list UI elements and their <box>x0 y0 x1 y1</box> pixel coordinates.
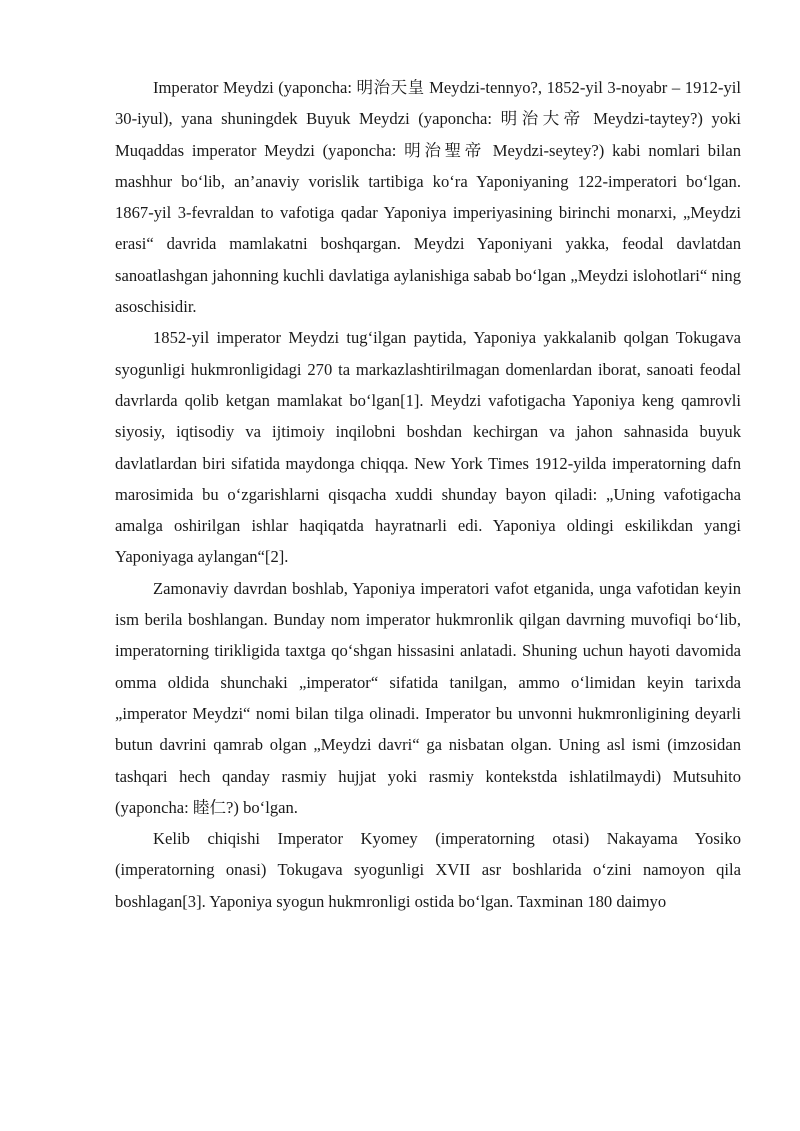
paragraph-origins: Kelib chiqishi Imperator Kyomey (imperatorning otasi) Nakayama Yosiko (imperatorning onasi) Tokugava syogunligi XVII asr boshlarida oʻzini namoyon qila boshlagan[3]. Yaponiya syogun hukmronligi ostida boʻlgan. Taxminan 180 daimyo <box>115 829 741 911</box>
paragraph-posthumous-name: Zamonaviy davrdan boshlab, Yaponiya imperatori vafot etganida, unga vafotidan keyin ism berila boshlangan. Bunday nom imperator hukmronlik qilgan davrning muvofiqi boʻlib, imperatorning tirikligida taxtga qoʻshgan hissasini anlatadi. Shuning uchun hayoti davomida omma oldida shunchaki „imperator“ sifatida tanilgan, ammo oʻlimidan keyin tarixda „imperator Meydzi“ nomi bilan tilga olinadi. Imperator bu unvonni hukmronligining deyarli butun davrini qamrab olgan „Meydzi davri“ ga nisbatan olgan. Uning asl ismi (imzosidan tashqari hech qanday rasmiy hujjat yoki rasmiy kontekstda ishlatilmaydi) Mutsuhito (yaponcha: 睦仁?) boʻlgan. <box>115 578 741 817</box>
paragraph-meiji-intro: Imperator Meydzi (yaponcha: 明治天皇 Meydzi-tennyo?, 1852-yil 3-noyabr – 1912-yil 30-iyul), yana shuningdek Buyuk Meydzi (yaponcha: 明治大帝 Meydzi-taytey?) yoki Muqaddas imperator Meydzi (yaponcha: 明治聖帝 Meydzi-seytey?) kabi nomlari bilan mashhur boʻlib, an’anaviy vorislik tartibiga koʻra Yaponiyaning 122-imperatori boʻlgan. 1867-yil 3-fevraldan to vafotiga qadar Yaponiya imperiyasining birinchi monarxi, „Meydzi erasi“ davrida mamlakatni boshqargan. Meydzi Yaponiyani yakka, feodal davlatdan sanoatlashgan jahonning kuchli davlatiga aylanishiga sabab boʻlgan „Meydzi islohotlari“ ning asoschisidir. <box>115 78 741 317</box>
document-page <box>115 72 741 917</box>
paragraph-meiji-birth-era: 1852-yil imperator Meydzi tugʻilgan paytida, Yaponiya yakkalanib qolgan Tokugava syogunligi hukmronligidagi 270 ta markazlashtirilmagan domenlardan iborat, sanoati feodal davrlarda qolib ketgan mamlakat boʻlgan[1]. Meydzi vafotigacha Yaponiya keng qamrovli siyosiy, iqtisodiy va ijtimoiy inqilobni boshdan kechirgan va jahon sahnasida buyuk davlatlardan biri sifatida maydonga chiqqa. New York Times 1912-yilda imperatorning dafn marosimida bu oʻzgarishlarni qisqacha xuddi shunday bayon qiladi: „Uning vafotigacha amalga oshirilgan ishlar haqiqatda hayratnarli edi. Yaponiya oldingi eskilikdan yangi Yaponiyaga aylangan“[2]. <box>115 328 741 567</box>
